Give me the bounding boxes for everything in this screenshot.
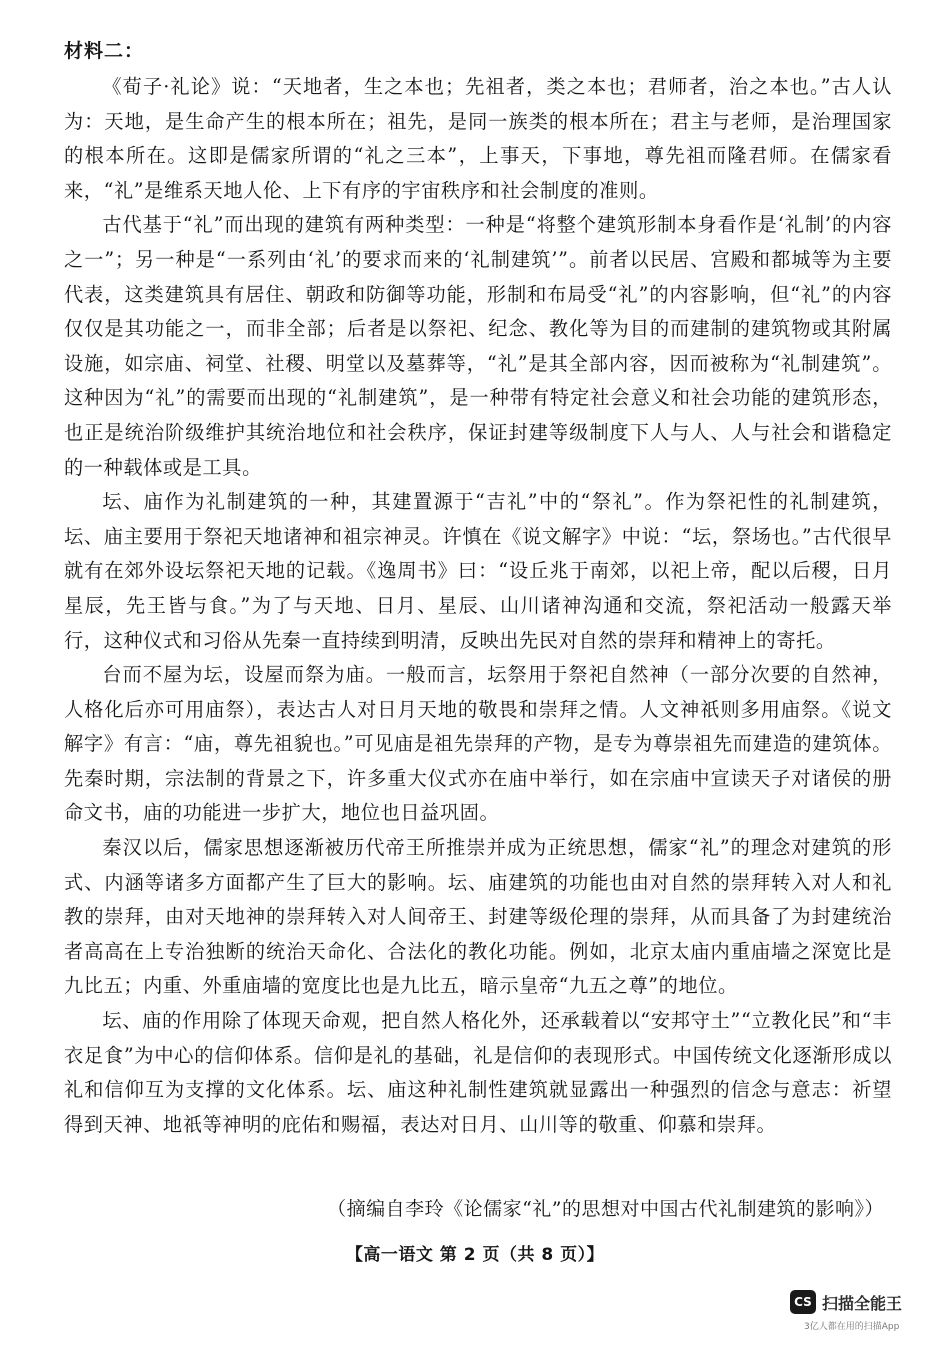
- paragraph: 台而不屋为坛，设屋而祭为庙。一般而言，坛祭用于祭祀自然神（一部分次要的自然神，人格化后亦可用庙祭），表达古人对日月天地的敬畏和崇拜之情。人文神祇则多用庙祭。《说文解字》有言：“庙，尊先祖貌也。”可见庙是祖先崇拜的产物，是专为尊崇祖先而建造的建筑体。先秦时期，宗法制的背景之下，许多重大仪式亦在庙中举行，如在宗庙中宣读天子对诸侯的册命文书，庙的功能进一步扩大，地位也日益巩固。: [64, 663, 892, 825]
- camscanner-logo-icon: CS: [790, 1290, 816, 1314]
- paragraph: 古代基于“礼”而出现的建筑有两种类型：一种是“将整个建筑形制本身看作是‘礼制’的内容之一”；另一种是“一系列由‘礼’的要求而来的‘礼制建筑’”。前者以民居、宫殿和都城等为主要代表，这类建筑具有居住、朝政和防御等功能，形制和布局受“礼”的内容影响，但“礼”的内容仅仅是其功能之一，而非全部；后者是以祭祀、纪念、教化等为目的而建制的建筑物或其附属设施，如宗庙、祠堂、社稷、明堂以及墓葬等，“礼”是其全部内容，因而被称为“礼制建筑”。这种因为“礼”的需要而出现的“礼制建筑”，是一种带有特定社会意义和社会功能的建筑形态，也正是统治阶级维护其统治地位和社会秩序，保证封建等级制度下人与人、人与社会和谐稳定的一种载体或是工具。: [64, 213, 892, 479]
- article-body: [64, 70, 892, 1142]
- scanner-watermark: [790, 1288, 930, 1336]
- paragraph: 《荀子·礼论》说：“天地者，生之本也；先祖者，类之本也；君师者，治之本也。”古人认为：天地，是生命产生的根本所在；祖先，是同一族类的根本所在；君主与老师，是治理国家的根本所在。这即是儒家所谓的“礼之三本”，上事天，下事地，尊先祖而隆君师。在儒家看来，“礼”是维系天地人伦、上下有序的宇宙秩序和社会制度的准则。: [64, 75, 892, 202]
- paragraph: 坛、庙的作用除了体现天命观，把自然人格化外，还承载着以“安邦守土”“立教化民”和“丰衣足食”为中心的信仰体系。信仰是礼的基础，礼是信仰的表现形式。中国传统文化逐渐形成以礼和信仰互为支撑的文化体系。坛、庙这种礼制性建筑就显露出一种强烈的信念与意志：祈望得到天神、地祇等神明的庇佑和赐福，表达对日月、山川等的敬重、仰慕和崇拜。: [64, 1009, 892, 1136]
- source-attribution: （摘编自李玲《论儒家“礼”的思想对中国古代礼制建筑的影响》）: [327, 1198, 884, 1220]
- paragraph: 秦汉以后，儒家思想逐渐被历代帝王所推崇并成为正统思想，儒家“礼”的理念对建筑的形式、内涵等诸多方面都产生了巨大的影响。坛、庙建筑的功能也由对自然的崇拜转入对人和礼教的崇拜，由对天地神的崇拜转入对人间帝王、封建等级伦理的崇拜，从而具备了为封建统治者高高在上专治独断的统治天命化、合法化的教化功能。例如，北京太庙内重庙墙之深宽比是九比五；内重、外重庙墙的宽度比也是九比五，暗示皇帝“九五之尊”的地位。: [64, 836, 892, 998]
- paragraph: 坛、庙作为礼制建筑的一种，其建置源于“吉礼”中的“祭礼”。作为祭祀性的礼制建筑，坛、庙主要用于祭祀天地诸神和祖宗神灵。许慎在《说文解字》中说：“坛，祭场也。”古代很早就有在郊外设坛祭祀天地的记载。《逸周书》曰：“设丘兆于南郊，以祀上帝，配以后稷，日月星辰，先王皆与食。”为了与天地、日月、星辰、山川诸神沟通和交流，祭祀活动一般露天举行，这种仪式和习俗从先秦一直持续到明清，反映出先民对自然的崇拜和精神上的寄托。: [64, 490, 892, 652]
- watermark-tagline: 3亿人都在用的扫描App: [804, 1322, 900, 1332]
- watermark-brand: 扫描全能王: [822, 1294, 903, 1313]
- page-footer: 【高一语文 第 2 页（共 8 页）】: [345, 1245, 605, 1265]
- section-heading: 材料二：: [64, 40, 145, 62]
